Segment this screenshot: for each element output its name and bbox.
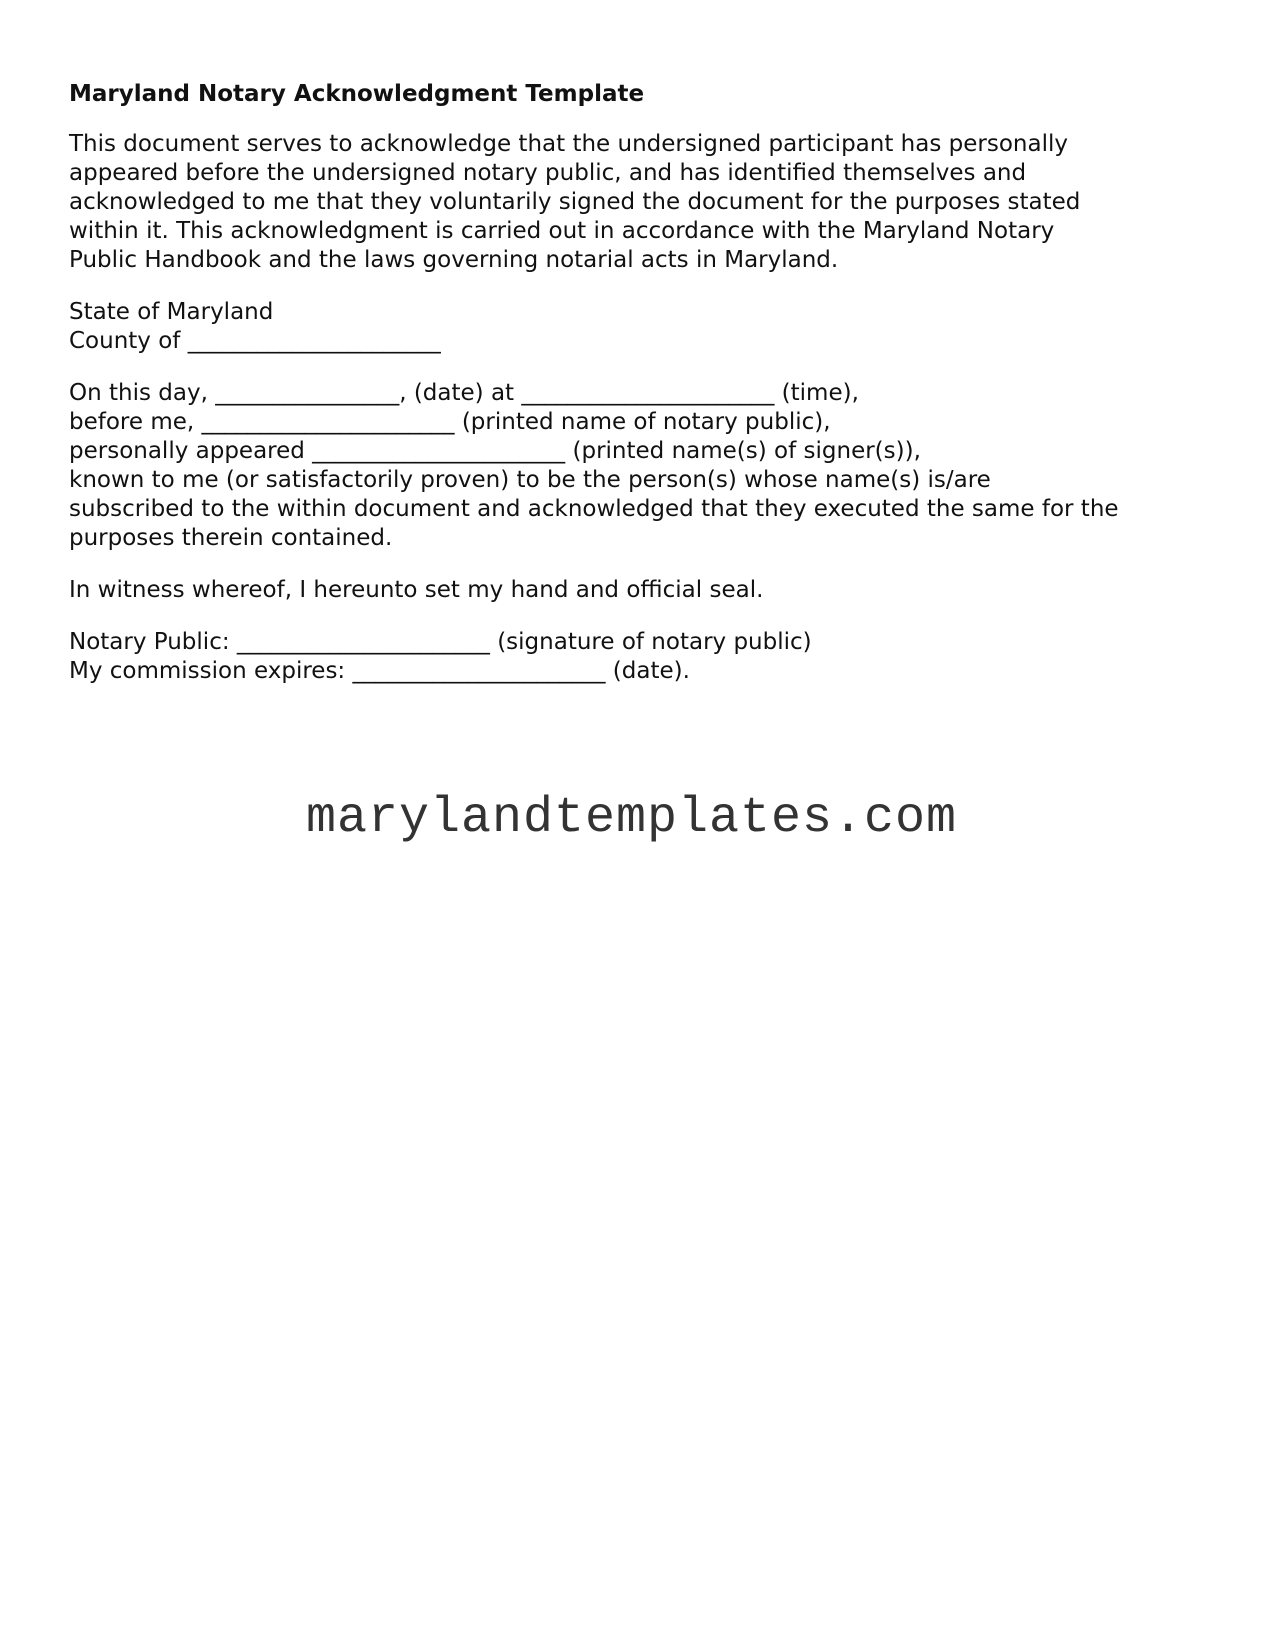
watermark: marylandtemplates.com — [305, 790, 958, 847]
document-title: Maryland Notary Acknowledgment Template — [69, 81, 645, 107]
state-line: State of Maryland — [69, 299, 274, 325]
known-to-me-line: known to me (or satisfactorily proven) to be the person(s) whose name(s) is/are — [69, 467, 991, 493]
county-line: County of ______________________ — [69, 328, 441, 354]
notary-signature-line: Notary Public: ______________________ (signature of notary public) — [69, 629, 812, 655]
document-page — [69, 78, 1219, 709]
acknowledgment-block — [69, 379, 1219, 553]
witness-statement: In witness whereof, I hereunto set my hand and official seal. — [69, 577, 764, 603]
signer-name-line: personally appeared ______________________ (printed name(s) of signer(s)), — [69, 438, 921, 464]
subscribed-line: subscribed to the within document and acknowledged that they executed the same for the — [69, 496, 1119, 522]
notary-name-line: before me, ______________________ (printed name of notary public), — [69, 409, 831, 435]
venue-block — [69, 298, 1219, 356]
signature-block — [69, 628, 1219, 686]
commission-expiry-line: My commission expires: ______________________ (date). — [69, 658, 690, 684]
date-time-line: On this day, ________________, (date) at ______________________ (time), — [69, 380, 859, 406]
intro-paragraph: This document serves to acknowledge that the undersigned participant has personally appeared before the undersigned notary public, and has identified themselves and acknowledged to me that they voluntarily signed the document for the purposes stated within it. This acknowledgment is carried out in accordance with the Maryland Notary Public Handbook and the laws governing notarial acts in Maryland. — [69, 131, 1081, 273]
purposes-line: purposes therein contained. — [69, 525, 393, 551]
